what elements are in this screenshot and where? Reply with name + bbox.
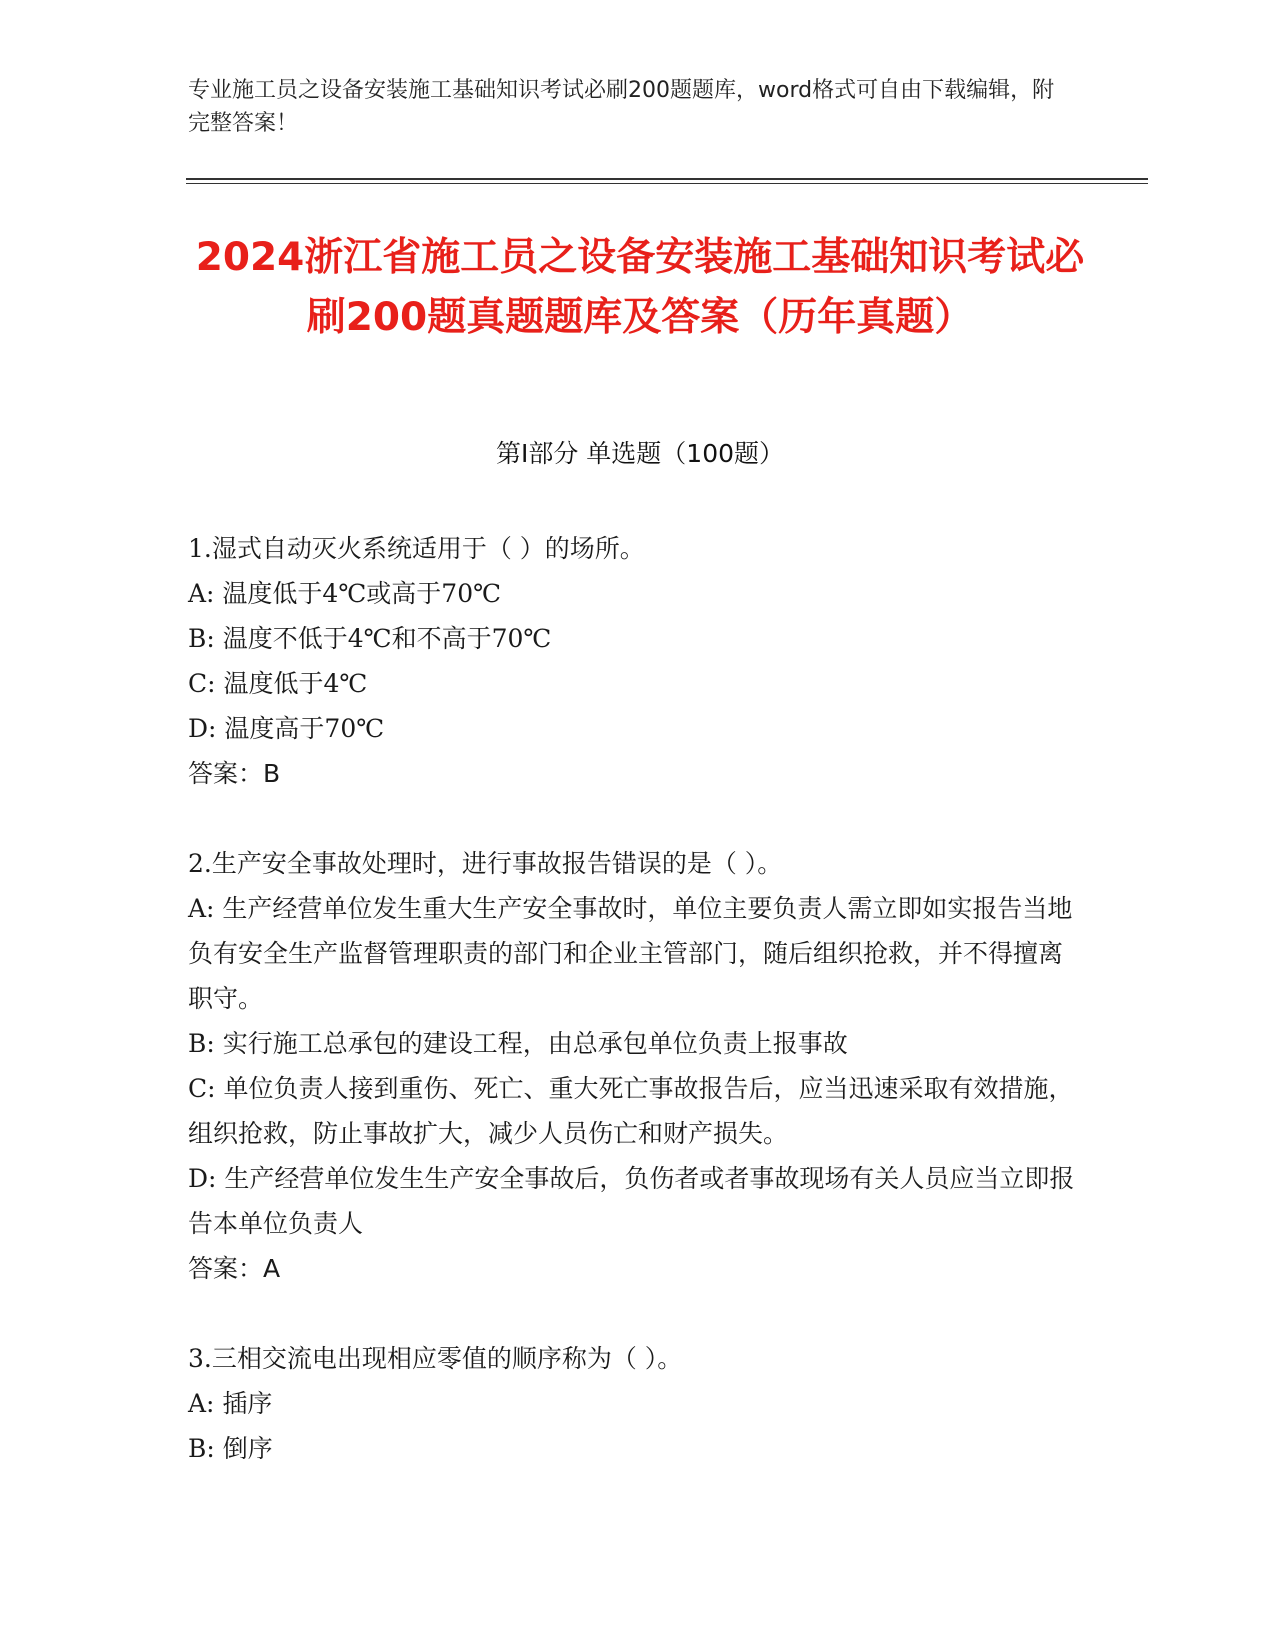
option-b: B: 实行施工总承包的建设工程，由总承包单位负责上报事故 [188,1029,848,1058]
option-b: B: 倒序 [188,1434,273,1463]
question-3 [188,1336,1076,1471]
option-c: C: 单位负责人接到重伤、死亡、重大死亡事故报告后，应当迅速采取有效措施，组织抢救，防止事故扩大，减少人员伤亡和财产损失。 [188,1074,1074,1148]
option-d: D: 生产经营单位发生生产安全事故后，负伤者或者事故现场有关人员应当立即报告本单位负责人 [188,1164,1075,1238]
option-c: C: 温度低于4℃ [188,669,368,698]
section-heading: 第Ⅰ部分 单选题（100题） [495,439,785,468]
option-a: A: 生产经营单位发生重大生产安全事故时，单位主要负责人需立即如实报告当地负有安全生产监督管理职责的部门和企业主管部门，随后组织抢救，并不得擅离职守。 [188,894,1073,1013]
option-a: A: 温度低于4℃或高于70℃ [188,579,502,608]
document-title: 2024浙江省施工员之设备安装施工基础知识考试必刷200题真题题库及答案（历年真题） [195,235,1085,340]
question-stem: 3.三相交流电出现相应零值的顺序称为（ ）。 [188,1344,683,1373]
question-list [188,526,1076,1516]
header-note: 专业施工员之设备安装施工基础知识考试必刷200题题库，word格式可自由下载编辑，附完整答案！ [188,78,1055,136]
answer: 答案：A [188,1254,281,1283]
question-stem: 2.生产安全事故处理时，进行事故报告错误的是（ ）。 [188,849,783,878]
option-d: D: 温度高于70℃ [188,714,385,743]
question-stem: 1.湿式自动灭火系统适用于（ ）的场所。 [188,534,645,563]
option-b: B: 温度不低于4℃和不高于70℃ [188,624,552,653]
header-divider-thick [186,178,1148,180]
question-1 [188,526,1076,796]
option-a: A: 插序 [188,1389,273,1418]
header-divider-thin [186,183,1148,184]
answer: 答案：B [188,759,281,788]
question-2 [188,841,1076,1291]
